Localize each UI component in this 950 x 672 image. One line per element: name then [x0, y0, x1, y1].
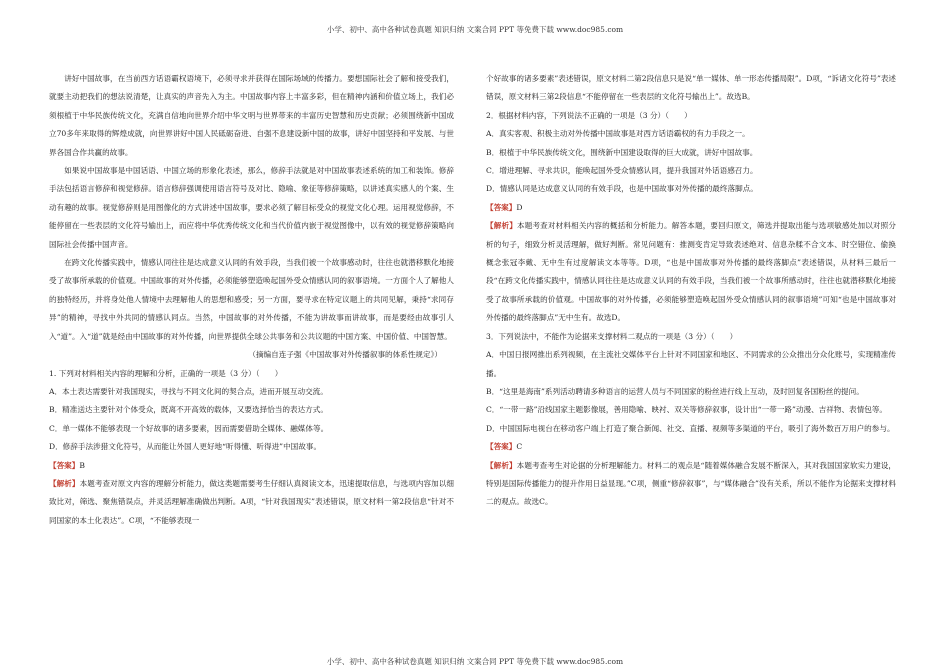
q1-option-b: B．精准送达主要针对个体受众，既离不开高效的载体，又要选择恰当的表达方式。 [49, 405, 328, 415]
q2-option-a: A．真实客观、积极主动对外传播中国故事是对西方话语霸权的有力手段之一。 [486, 129, 750, 139]
analysis-text: 本题考查对材料相关内容的概括和分析能力。解答本题，要回归原文，筛选并提取出能与选项敏感处加以对照分析的句子，细致分析灵活理解，做好判断。常见问题有：推测变肯定导致表述绝对、信息杂糅不合文本、时空错位、偷换概念张冠李戴、无中生有过度解读文本等等。D项，“也是中国故事对外传播的最终落脚点”表述错误，从材料三最后一段“在跨文化传播实践中，情感认同往往是达成意义认同的有效手段，当我们被一个故事所感动时，往往也就潜移默化地接受了故事所承载的价值观。中国故事的对外传播，必须能够塑造唤起国外受众情感认同的叙事语境”可知“也是中国故事对外传播的最终落脚点”无中生有。故选D。 [486, 221, 897, 323]
header-watermark: 小学、初中、高中各种试卷真题 知识归纳 文案合同 PPT 等免费下载 www.doc985.com [326, 25, 624, 34]
footer-watermark: 小学、初中、高中各种试卷真题 知识归纳 文案合同 PPT 等免费下载 www.doc985.com [326, 657, 624, 666]
q1-analysis-continued: 个好故事的诸多要素”表述错误，原文材料二第2段信息只是说“单一媒体、单一形态传播局限”。D项，“诉诸文化符号”表述错误，原文材料三第2段信息“不能停留在一些表层的文化符号输出上”。故选B。 [486, 74, 897, 102]
answer-label: 【答案】 [49, 460, 80, 470]
analysis-label: 【解析】 [49, 478, 80, 488]
passage-paragraph-1: 讲好中国故事，在当前西方话语霸权语境下，必须寻求并获得在国际场域的传播力。要想国际社会了解和接受我们，就要主动把我们的想法说清楚，让真实的声音先入为主。中国故事内容上丰富多彩，但在精神内涵和价值立场上，我们必须根植于中华民族传统文化，充满自信地向世界介绍中华文明与世界带来的丰富历史智慧和历史贡献；必须围绕新中国成立70多年来取得的辉煌成就，向世界讲好中国人民砥砺奋进、自强不息建设新中国的故事，讲好中国坚持和平发展、与世界各国合作共赢的故事。 [49, 74, 454, 157]
question-2: 2．根据材料内容，下列说法不正确的一项是（3 分）（ ） [486, 110, 692, 120]
q2-option-d: D．情感认同是达成意义认同的有效手段，也是中国故事对外传播的最终落脚点。 [486, 184, 758, 194]
passage-source: （摘编自连子强《中国故事对外传播叙事的体系性规定》） [248, 350, 442, 360]
answer-value: D [516, 202, 523, 212]
question-3: 3．下列说法中，不能作为论据来支撑材料二观点的一项是（3 分）（ ） [486, 331, 738, 341]
q3-option-d: D．中国国际电视台在移动客户端上打造了聚合新闻、社交、直播、视频等多渠道的平台，吸引了海外数百万用户的参与。 [486, 423, 895, 433]
analysis-label: 【解析】 [486, 221, 517, 231]
answer-value: C [516, 442, 523, 452]
q1-analysis [49, 475, 454, 530]
right-column [486, 70, 896, 512]
q2-answer [486, 199, 896, 217]
answer-value: B [79, 460, 85, 470]
q3-option-c: C．“一带一路”沿线国家主题影像展，善用隐喻、映衬、双关等修辞叙事，设计出“一带一路”动漫、吉祥物、表情包等。 [486, 405, 888, 415]
q1-option-d: D．修辞手法涉猎文化符号，从而能让外国人更好地“听得懂、听得进”中国故事。 [49, 442, 322, 452]
passage-paragraph-2: 如果说中国故事是中国话语、中国立场的形象化表述，那么，修辞手法就是对中国故事表述系统的加工和装饰。修辞手法包括语言修辞和视觉修辞。语言修辞强调使用语言符号及对比、隐喻、象征等修辞策略，以讲述真实感人的个案、生动有趣的故事。视觉修辞则是用图像化的方式讲述中国故事，要求必须了解目标受众的视觉文化心理。运用视觉修辞，不能停留在一些表层的文化符号输出上，而应将中华优秀传统文化和当代价值内嵌于视觉图像中，以有效的视觉修辞策略向国际社会传播中国声音。 [49, 166, 454, 249]
q2-option-b: B．根植于中华民族传统文化，围绕新中国建设取得的巨大成就，讲好中国故事。 [486, 147, 758, 157]
q2-option-c: C．增进理解、寻求共识，能唤起国外受众情感认同，提升我国对外话语感召力。 [486, 166, 758, 176]
answer-label: 【答案】 [486, 442, 517, 452]
q3-option-b: B．“这里是海南”系列活动聘请多种语言的运营人员与不同国家的粉丝进行线上互动，及时回复各国粉丝的提问。 [486, 386, 864, 396]
question-1: 1. 下列对材料相关内容的理解和分析，正确的一项是（3 分）（ ） [49, 368, 283, 378]
analysis-text: 本题考查考生对论据的分析理解能力。材料二的观点是“随着媒体融合发展不断深入，其对我国国家软实力建设，特别是国际传播能力的提升作用日益显现。”C项，侧重“修辞叙事”，与“媒体融合”没有关系，所以不能作为论据来支撑材料二的观点。故选C。 [486, 460, 896, 507]
q3-option-a: A．中国日报网推出系列视频，在主流社交媒体平台上针对不同国家和地区、不同需求的公众推出分众化账号，实现精准传播。 [486, 350, 896, 378]
passage-paragraph-3: 在跨文化传播实践中，情感认同往往是达成意义认同的有效手段，当我们被一个故事感动时，往往也就潜移默化地接受了故事所承载的价值观。中国故事的对外传播，必须能够塑造唤起国外受众情感认同的叙事语境。一方面个人了解他人的独特经历，并将身处他人情境中去理解他人的思想和感受；另一方面，要寻求在特定议题上的共同见解，秉持“求同存异”的精神，寻找中外共同的情感认同点。当然，中国故事的对外传播，不能为讲故事而讲故事，而是要经由故事引人入“道”。入“道”就是经由中国故事的对外传播，向世界提供全球公共事务和公共议题的中国方案、中国价值、中国智慧。 [49, 258, 454, 341]
answer-label: 【答案】 [486, 202, 517, 212]
q1-option-a: A．本土表达需要针对我国现实，寻找与不同文化间的契合点，进而开展互动交流。 [49, 386, 328, 396]
q2-analysis [486, 217, 896, 327]
analysis-label: 【解析】 [486, 460, 517, 470]
q1-answer [49, 457, 454, 475]
analysis-text: 本题考查对原文内容的理解分析能力，做这类题需要考生仔细认真阅读文本，迅速提取信息，与选项内容加以细致比对，筛选、聚焦错误点，并灵活理解准确做出判断。A项，“针对我国现实”表述错误，原文材料一第2段信息“针对不同国家的本土化表达”。C项，“不能够表现一 [49, 478, 455, 525]
q3-answer [486, 438, 896, 456]
q3-analysis [486, 457, 896, 512]
q1-option-c: C．单一媒体不能够表现一个好故事的诸多要素，因而需要借助全媒体、融媒体等。 [49, 423, 329, 433]
left-column [49, 70, 454, 530]
